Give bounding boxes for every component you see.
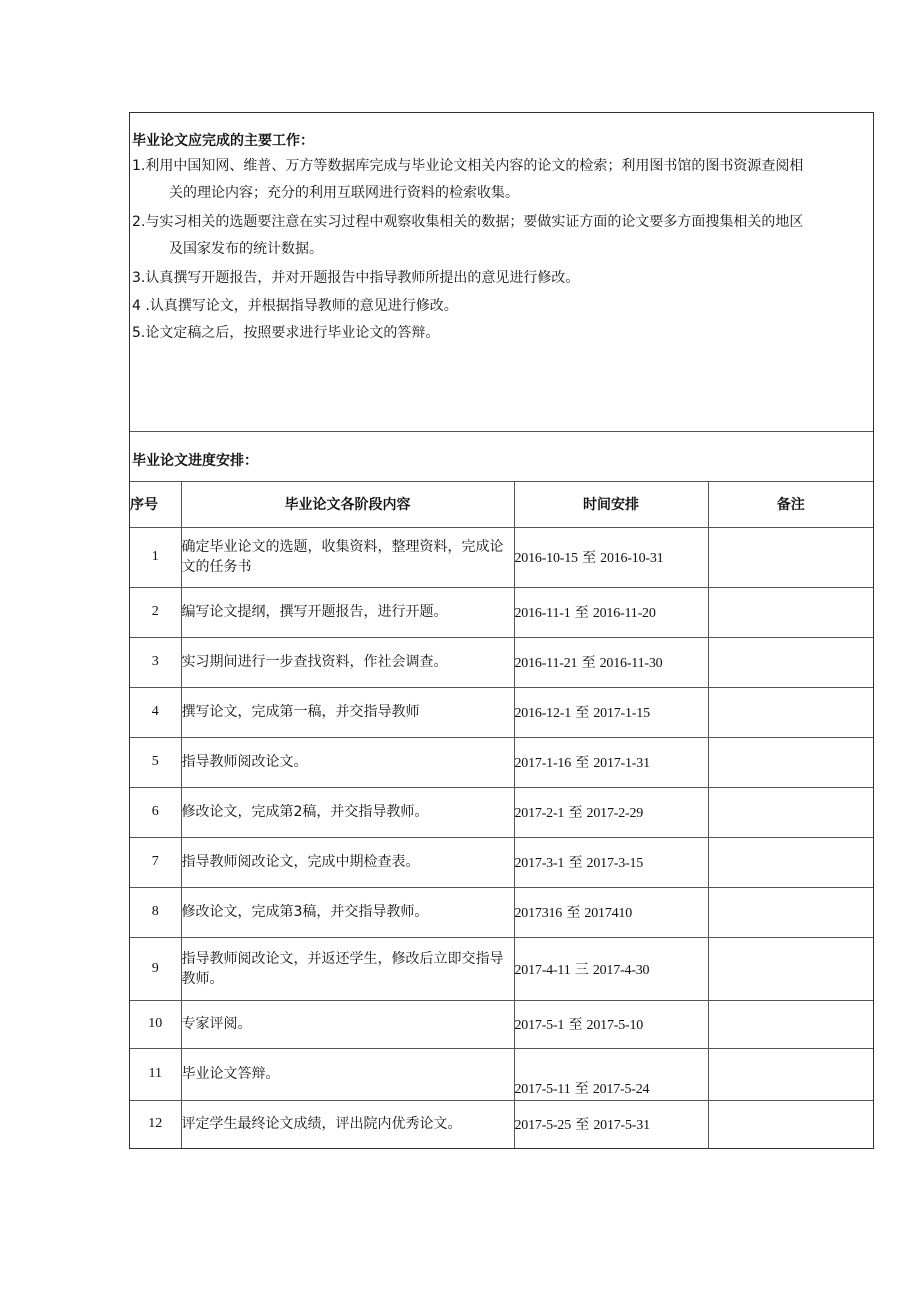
time-start: 2017-1-16 (514, 756, 572, 771)
row-seq: 4 (130, 687, 181, 737)
row-time (514, 637, 708, 687)
time-start: 2017-5-1 (514, 1018, 565, 1033)
schedule-table (130, 482, 873, 1148)
time-end: 2017-2-29 (586, 806, 644, 821)
row-note (708, 937, 873, 1000)
schedule-title: 毕业论文进度安排： (132, 453, 258, 469)
row-stage: 撰写论文，完成第一稿，并交指导教师 (181, 687, 514, 737)
work-item-continuation: 及国家发布的统计数据。 (169, 241, 323, 257)
time-end: 2017410 (584, 906, 633, 921)
time-separator: 三 (570, 961, 593, 978)
table-row (130, 687, 873, 737)
header-seq: 序号 (130, 482, 181, 527)
time-end: 2017-1-15 (593, 706, 650, 721)
time-start: 2017-5-11 (514, 1081, 571, 1097)
table-row (130, 937, 873, 1000)
work-item-text: 论文定稿之后，按照要求进行毕业论文的答辩。 (145, 325, 440, 341)
row-time (514, 587, 708, 637)
work-item-1 (132, 153, 870, 207)
work-item-number: 1. (132, 158, 146, 174)
time-end: 2017-4-30 (592, 962, 650, 978)
row-stage: 指导教师阅改论文，并返还学生，修改后立即交指导教师。 (181, 937, 514, 1000)
row-seq: 9 (130, 937, 181, 1000)
table-row (130, 837, 873, 887)
row-stage: 编写论文提纲，撰写开题报告，进行开题。 (181, 587, 514, 637)
work-item-2 (132, 209, 870, 263)
work-item-number: 3. (132, 270, 146, 286)
time-separator: 至 (577, 550, 601, 566)
time-start: 2017-4-11 (514, 962, 571, 978)
work-item-3 (132, 265, 870, 292)
table-row (130, 737, 873, 787)
row-stage: 评定学生最终论文成绩，评出院内优秀论文。 (181, 1100, 514, 1148)
row-seq: 10 (130, 1000, 181, 1048)
row-time (514, 887, 708, 937)
time-end: 2017-5-10 (586, 1018, 644, 1033)
row-stage: 修改论文，完成第3稿，并交指导教师。 (181, 887, 514, 937)
header-note: 备注 (708, 482, 873, 527)
table-row (130, 787, 873, 837)
row-note (708, 737, 873, 787)
row-seq: 1 (130, 527, 181, 587)
time-separator: 至 (570, 605, 593, 621)
main-work-title: 毕业论文应完成的主要工作： (132, 133, 314, 149)
row-stage: 确定毕业论文的选题，收集资料，整理资料，完成论文的任务书 (181, 527, 514, 587)
work-item-text: 认真撰写开题报告，并对开题报告中指导教师所提出的意见进行修改。 (145, 270, 580, 286)
time-end: 2016-11-30 (599, 656, 663, 671)
row-time (514, 1000, 708, 1048)
row-seq: 11 (130, 1048, 181, 1100)
row-time (514, 837, 708, 887)
schedule-header-section (130, 432, 873, 482)
work-item-number: 5. (132, 325, 146, 341)
row-time (514, 737, 708, 787)
row-stage: 修改论文，完成第2稿，并交指导教师。 (181, 787, 514, 837)
work-item-text: 利用中国知网、维普、万方等数据库完成与毕业论文相关内容的论文的检索；利用图书馆的图书资源查阅相 (145, 158, 804, 174)
row-note (708, 587, 873, 637)
table-row (130, 1048, 873, 1100)
row-note (708, 1000, 873, 1048)
time-end: 2017-5-24 (592, 1081, 650, 1097)
row-seq: 2 (130, 587, 181, 637)
time-start: 2016-10-15 (514, 551, 578, 566)
row-note (708, 687, 873, 737)
form-frame (129, 112, 874, 1149)
row-seq: 3 (130, 637, 181, 687)
work-item-number: 2. (132, 214, 146, 230)
time-start: 2016-11-1 (514, 606, 571, 621)
time-start: 2017316 (514, 906, 563, 921)
row-seq: 6 (130, 787, 181, 837)
time-separator: 至 (571, 705, 594, 721)
row-note (708, 887, 873, 937)
table-row (130, 637, 873, 687)
work-item-4 (132, 293, 870, 320)
time-separator: 至 (564, 1017, 587, 1033)
time-separator: 至 (577, 655, 600, 671)
row-seq: 12 (130, 1100, 181, 1148)
work-item-text: 认真撰写论文，并根据指导教师的意见进行修改。 (149, 298, 458, 314)
time-end: 2016-10-31 (600, 551, 664, 566)
time-separator: 至 (564, 855, 587, 871)
row-stage: 实习期间进行一步查找资料，作社会调查。 (181, 637, 514, 687)
time-start: 2016-12-1 (514, 706, 572, 721)
row-stage: 毕业论文答辩。 (181, 1048, 514, 1100)
time-end: 2017-3-15 (586, 856, 644, 871)
row-time (514, 937, 708, 1000)
header-stage: 毕业论文各阶段内容 (181, 482, 514, 527)
work-item-continuation: 关的理论内容；充分的利用互联网进行资料的检索收集。 (169, 185, 519, 201)
table-row (130, 587, 873, 637)
table-row (130, 1100, 873, 1148)
table-row (130, 1000, 873, 1048)
time-separator: 至 (562, 905, 585, 921)
time-separator: 至 (564, 805, 587, 821)
time-separator: 至 (571, 755, 594, 771)
row-note (708, 527, 873, 587)
time-end: 2017-1-31 (593, 756, 650, 771)
row-note (708, 1100, 873, 1148)
time-start: 2017-2-1 (514, 806, 565, 821)
time-end: 2016-11-20 (592, 606, 656, 621)
row-time (514, 1100, 708, 1148)
row-time (514, 787, 708, 837)
table-row (130, 887, 873, 937)
work-item-5 (132, 320, 870, 347)
time-separator: 至 (571, 1117, 594, 1134)
header-time: 时间安排 (514, 482, 708, 527)
row-note (708, 837, 873, 887)
time-separator: 至 (570, 1080, 593, 1097)
row-note (708, 1048, 873, 1100)
table-header-row (130, 482, 873, 527)
work-item-number: 4 . (132, 298, 150, 314)
row-seq: 7 (130, 837, 181, 887)
row-stage: 指导教师阅改论文。 (181, 737, 514, 787)
row-time (514, 687, 708, 737)
main-work-section (130, 113, 873, 432)
row-time (514, 527, 708, 587)
row-stage: 指导教师阅改论文，完成中期检查表。 (181, 837, 514, 887)
row-note (708, 637, 873, 687)
time-start: 2017-3-1 (514, 856, 565, 871)
time-end: 2017-5-31 (593, 1118, 650, 1134)
row-time (514, 1048, 708, 1100)
row-seq: 5 (130, 737, 181, 787)
time-start: 2016-11-21 (514, 656, 578, 671)
time-start: 2017-5-25 (514, 1118, 572, 1134)
row-note (708, 787, 873, 837)
row-seq: 8 (130, 887, 181, 937)
table-row (130, 527, 873, 587)
row-stage: 专家评阅。 (181, 1000, 514, 1048)
work-item-text: 与实习相关的选题要注意在实习过程中观察收集相关的数据；要做实证方面的论文要多方面搜集相关的地区 (145, 214, 804, 230)
